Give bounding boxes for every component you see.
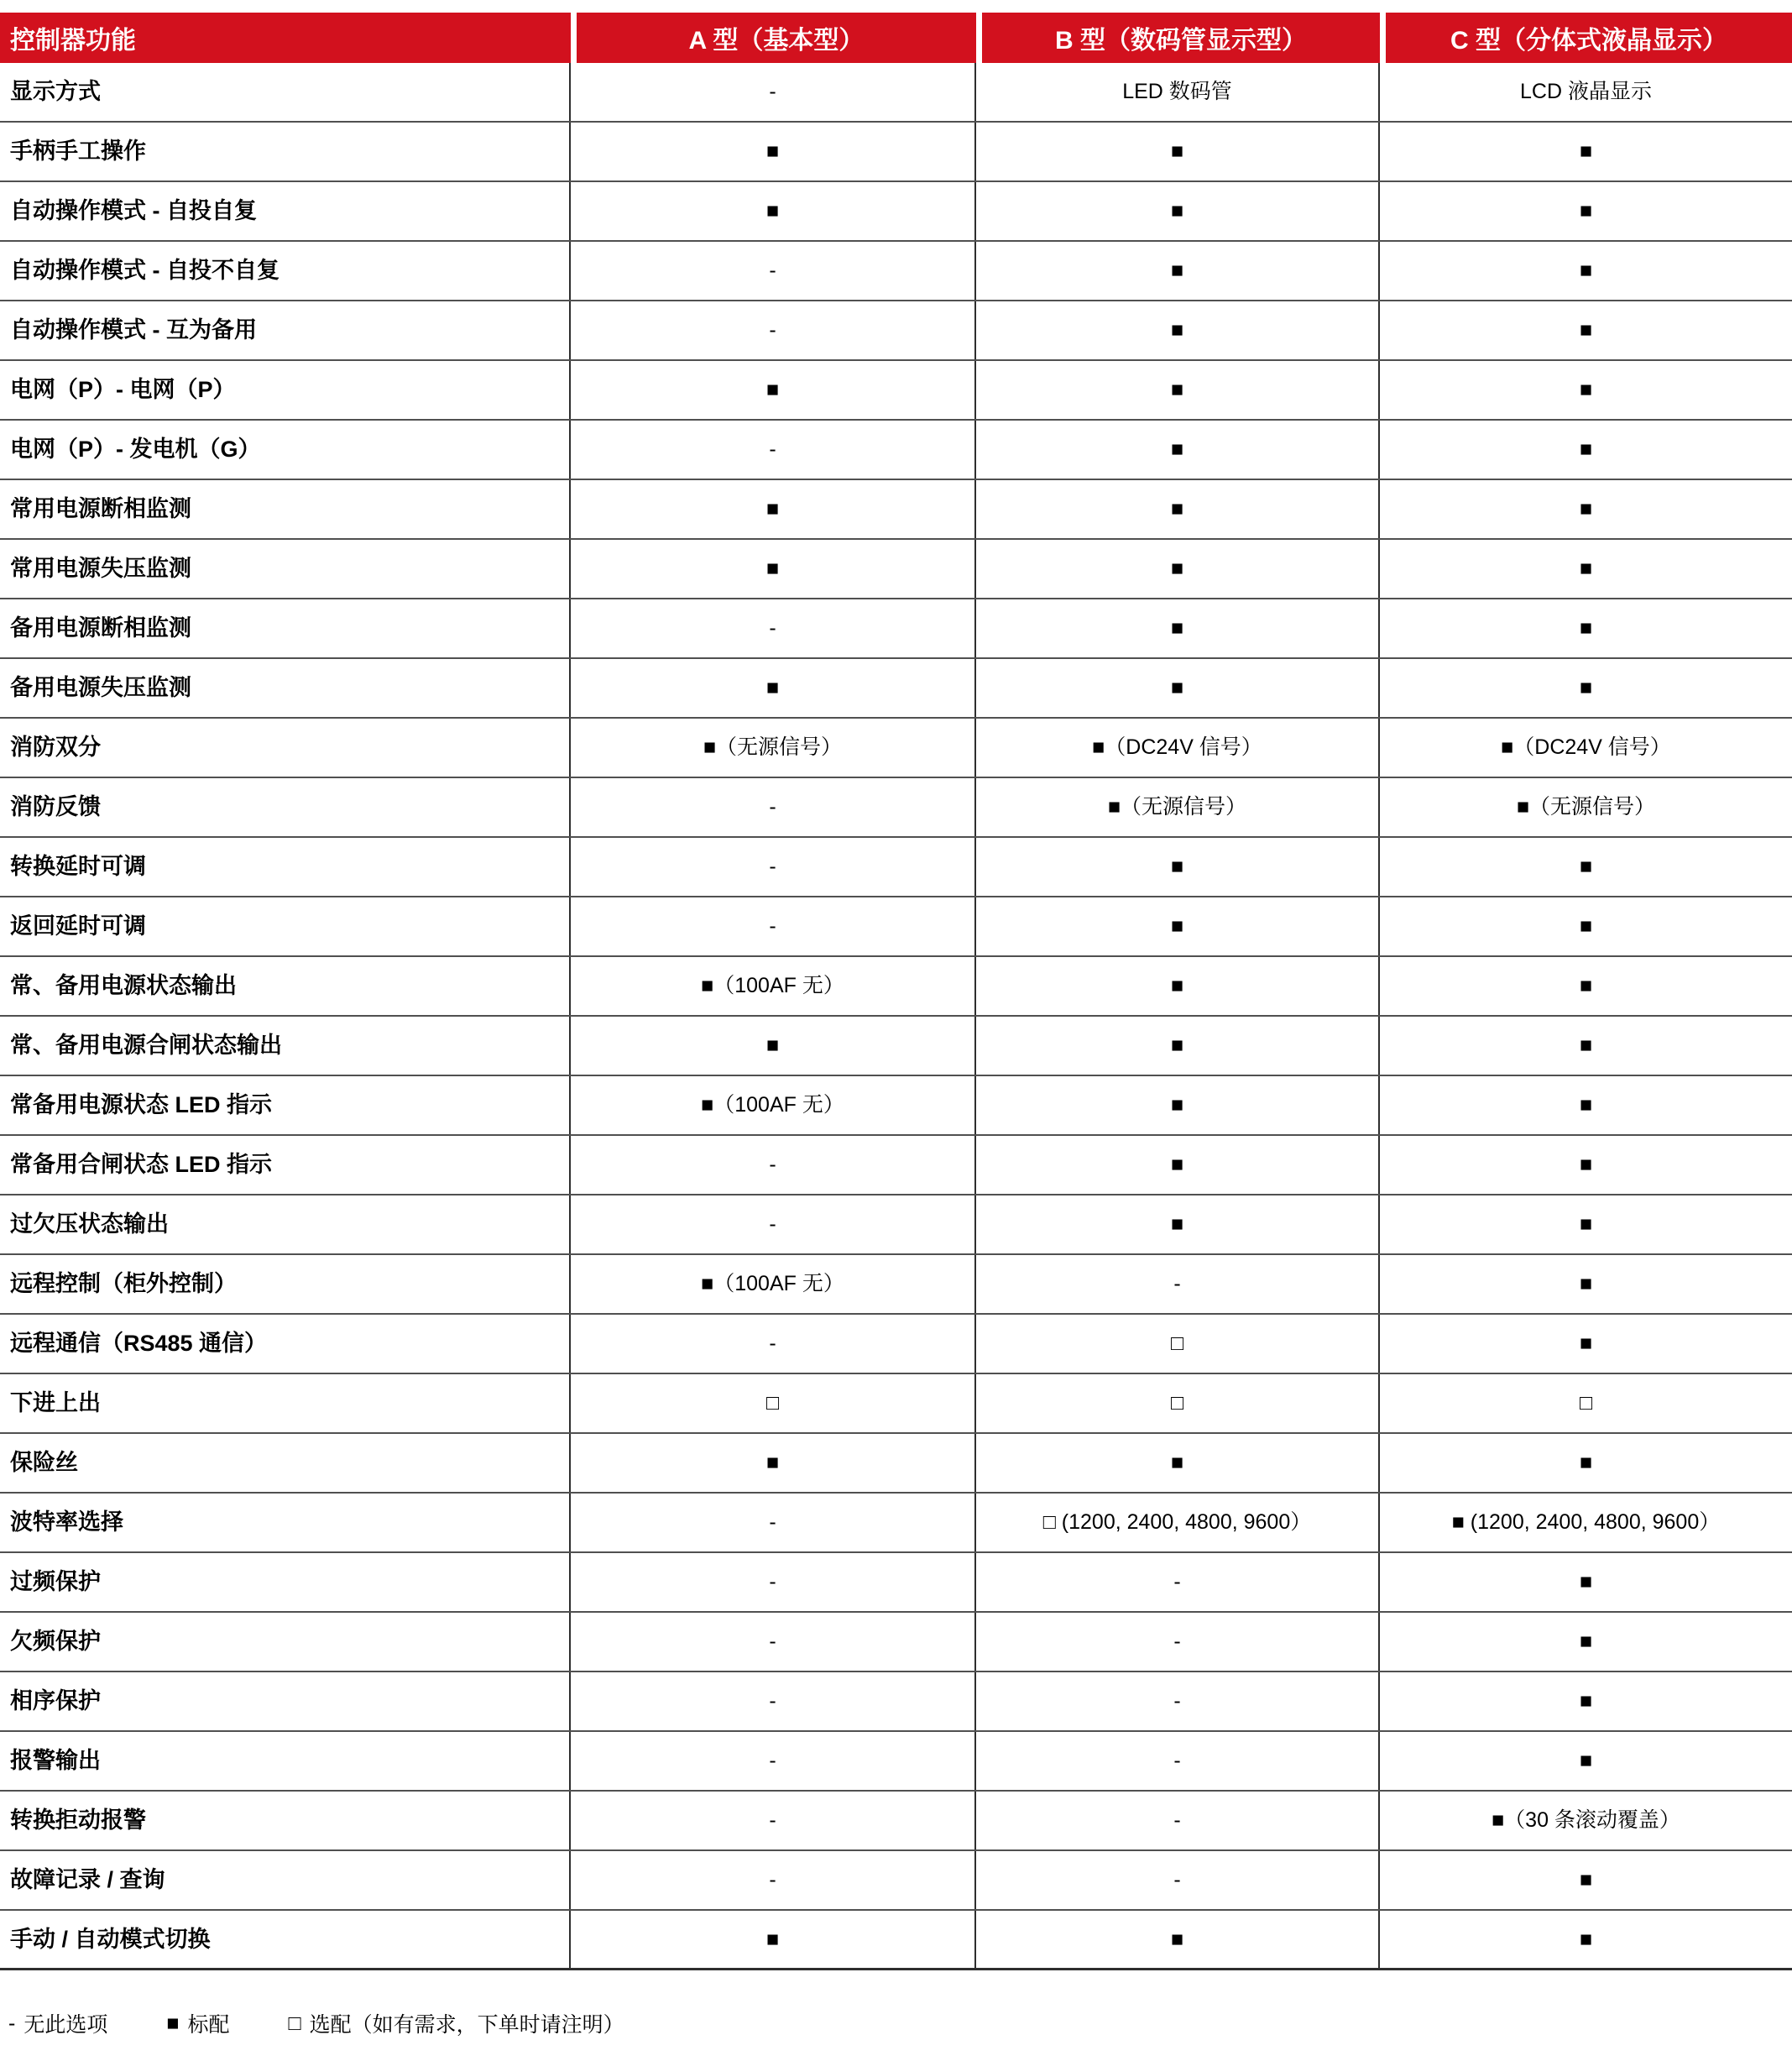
feature-label: 自动操作模式 - 自投自复	[0, 182, 571, 240]
type-a-value: -	[571, 1672, 976, 1730]
type-c-value: ■	[1579, 1868, 1593, 1891]
table-row	[0, 1195, 1792, 1255]
feature-label: 过欠压状态输出	[0, 1195, 571, 1253]
type-b-value: ■	[976, 838, 1380, 896]
table-row	[0, 1732, 1792, 1792]
type-b-value: ■	[976, 599, 1380, 657]
type-c-value: LCD 液晶显示	[1520, 80, 1652, 103]
table-row	[0, 1374, 1792, 1434]
type-c-value: ■	[1579, 1153, 1593, 1176]
type-b-value: ■	[976, 421, 1380, 479]
table-row	[0, 1076, 1792, 1136]
table-row	[0, 599, 1792, 659]
feature-label: 故障记录 / 查询	[0, 1851, 571, 1909]
type-a-value: ■	[571, 540, 976, 598]
type-a-value: -	[571, 1851, 976, 1909]
feature-label: 备用电源断相监测	[0, 599, 571, 657]
table-row	[0, 480, 1792, 540]
type-c-value: ■	[1579, 318, 1593, 342]
feature-label: 转换拒动报警	[0, 1792, 571, 1849]
type-c-value: ■	[1579, 676, 1593, 699]
type-c-value: ■	[1579, 1689, 1593, 1713]
feature-label: 欠频保护	[0, 1613, 571, 1671]
legend-item-standard	[166, 2008, 229, 2038]
table-row	[0, 1017, 1792, 1076]
table-row	[0, 1255, 1792, 1315]
type-c-value: ■	[1579, 497, 1593, 521]
table-row	[0, 1553, 1792, 1613]
type-b-value: -	[976, 1553, 1380, 1611]
type-c-value: ■（DC24V 信号）	[1501, 735, 1671, 759]
header-type-c-column: C 型（分体式液晶显示）	[1380, 13, 1792, 63]
type-a-value: □	[571, 1374, 976, 1432]
table-body	[0, 63, 1792, 1970]
table-row	[0, 63, 1792, 123]
type-b-value: -	[976, 1672, 1380, 1730]
type-b-value: ■	[976, 1076, 1380, 1134]
feature-label: 常备用合闸状态 LED 指示	[0, 1136, 571, 1194]
type-a-value: -	[571, 242, 976, 300]
type-b-value: ■	[976, 659, 1380, 717]
type-a-value: -	[571, 1732, 976, 1790]
type-b-value: -	[976, 1732, 1380, 1790]
type-b-value: -	[976, 1255, 1380, 1313]
feature-label: 转换延时可调	[0, 838, 571, 896]
feature-label: 过频保护	[0, 1553, 571, 1611]
type-a-value: -	[571, 1136, 976, 1194]
legend-item-none	[8, 2008, 107, 2038]
feature-label: 报警输出	[0, 1732, 571, 1790]
type-c-value: ■	[1579, 1272, 1593, 1295]
table-row	[0, 540, 1792, 599]
feature-label: 保险丝	[0, 1434, 571, 1492]
header-type-b-column: B 型（数码管显示型）	[976, 13, 1380, 63]
feature-label: 自动操作模式 - 自投不自复	[0, 242, 571, 300]
type-a-value: ■	[571, 182, 976, 240]
feature-label: 相序保护	[0, 1672, 571, 1730]
feature-label: 常、备用电源合闸状态输出	[0, 1017, 571, 1075]
type-b-value: ■	[976, 480, 1380, 538]
type-c-value: ■	[1579, 199, 1593, 222]
type-c-value: ■	[1579, 855, 1593, 878]
legend-none-label: 无此选项	[24, 2013, 108, 2037]
feature-label: 显示方式	[0, 63, 571, 121]
feature-label: 波特率选择	[0, 1494, 571, 1551]
type-c-value: ■	[1579, 557, 1593, 580]
table-row	[0, 1434, 1792, 1494]
type-c-value: ■	[1579, 378, 1593, 401]
type-a-value: ■（无源信号）	[571, 719, 976, 777]
empty-square-symbol: □	[288, 2011, 301, 2035]
type-a-value: ■	[571, 1434, 976, 1492]
table-row	[0, 242, 1792, 301]
feature-label: 返回延时可调	[0, 897, 571, 955]
table-row	[0, 659, 1792, 719]
type-b-value: -	[976, 1851, 1380, 1909]
type-a-value: -	[571, 1553, 976, 1611]
table-row	[0, 1613, 1792, 1672]
type-a-value: -	[571, 838, 976, 896]
feature-label: 自动操作模式 - 互为备用	[0, 301, 571, 359]
type-a-value: ■	[571, 480, 976, 538]
controller-feature-table	[0, 13, 1792, 1970]
type-c-value: ■	[1579, 616, 1593, 640]
type-a-value: -	[571, 1792, 976, 1849]
type-b-value: LED 数码管	[976, 63, 1380, 121]
type-c-value: ■（30 条滚动覆盖）	[1492, 1808, 1680, 1832]
feature-label: 电网（P）- 电网（P）	[0, 361, 571, 419]
type-c-value: ■	[1579, 974, 1593, 997]
feature-label: 消防双分	[0, 719, 571, 777]
table-row	[0, 1136, 1792, 1195]
type-c-value: □	[1579, 1391, 1593, 1415]
table-row	[0, 1792, 1792, 1851]
type-c-value: ■	[1579, 437, 1593, 461]
type-b-value: ■	[976, 1136, 1380, 1194]
feature-label: 远程控制（柜外控制）	[0, 1255, 571, 1313]
feature-label: 常用电源断相监测	[0, 480, 571, 538]
type-a-value: -	[571, 1315, 976, 1373]
type-b-value: ■	[976, 957, 1380, 1015]
type-c-value: ■	[1579, 914, 1593, 938]
table-row	[0, 719, 1792, 778]
type-a-value: ■（100AF 无）	[571, 1076, 976, 1134]
table-row	[0, 1315, 1792, 1374]
type-b-value: □ (1200, 2400, 4800, 9600）	[976, 1494, 1380, 1551]
type-b-value: □	[976, 1374, 1380, 1432]
type-c-value: ■	[1579, 1570, 1593, 1593]
feature-label: 常用电源失压监测	[0, 540, 571, 598]
type-a-value: ■	[571, 659, 976, 717]
feature-label: 下进上出	[0, 1374, 571, 1432]
type-c-value: ■ (1200, 2400, 4800, 9600）	[1451, 1510, 1721, 1534]
table-row	[0, 1672, 1792, 1732]
feature-label: 常备用电源状态 LED 指示	[0, 1076, 571, 1134]
table-row	[0, 123, 1792, 182]
type-b-value: ■	[976, 1911, 1380, 1968]
table-row	[0, 957, 1792, 1017]
type-c-value: ■	[1579, 1331, 1593, 1355]
feature-label: 常、备用电源状态输出	[0, 957, 571, 1015]
type-b-value: ■	[976, 361, 1380, 419]
header-type-a-column: A 型（基本型）	[571, 13, 976, 63]
table-row	[0, 182, 1792, 242]
type-c-value: ■（无源信号）	[1516, 795, 1656, 819]
feature-label: 电网（P）- 发电机（G）	[0, 421, 571, 479]
type-b-value: -	[976, 1613, 1380, 1671]
dash-symbol: -	[8, 2011, 16, 2035]
type-b-value: ■（DC24V 信号）	[976, 719, 1380, 777]
table-row	[0, 778, 1792, 838]
table-row	[0, 361, 1792, 421]
type-a-value: ■（100AF 无）	[571, 957, 976, 1015]
table-header-row	[0, 13, 1792, 63]
type-c-value: ■	[1579, 1451, 1593, 1474]
type-a-value: -	[571, 778, 976, 836]
type-c-value: ■	[1579, 1749, 1593, 1772]
table-row	[0, 1911, 1792, 1970]
type-a-value: ■（100AF 无）	[571, 1255, 976, 1313]
legend	[8, 2008, 624, 2038]
type-a-value: ■	[571, 1017, 976, 1075]
type-b-value: ■	[976, 123, 1380, 180]
type-a-value: ■	[571, 123, 976, 180]
type-b-value: □	[976, 1315, 1380, 1373]
feature-label: 消防反馈	[0, 778, 571, 836]
type-b-value: ■	[976, 1434, 1380, 1492]
type-b-value: ■	[976, 1017, 1380, 1075]
type-b-value: ■	[976, 897, 1380, 955]
type-c-value: ■	[1579, 1093, 1593, 1117]
legend-item-optional	[288, 2008, 624, 2038]
feature-label: 手柄手工操作	[0, 123, 571, 180]
table-row	[0, 301, 1792, 361]
type-b-value: ■	[976, 540, 1380, 598]
type-a-value: -	[571, 599, 976, 657]
type-b-value: ■（无源信号）	[976, 778, 1380, 836]
type-a-value: -	[571, 1494, 976, 1551]
type-c-value: ■	[1579, 1630, 1593, 1653]
type-a-value: -	[571, 421, 976, 479]
type-a-value: ■	[571, 361, 976, 419]
type-b-value: ■	[976, 182, 1380, 240]
type-a-value: -	[571, 897, 976, 955]
type-b-value: -	[976, 1792, 1380, 1849]
legend-optional-label: 选配（如有需求，下单时请注明）	[309, 2013, 624, 2037]
table-row	[0, 897, 1792, 957]
type-b-value: ■	[976, 1195, 1380, 1253]
type-b-value: ■	[976, 242, 1380, 300]
type-c-value: ■	[1579, 1212, 1593, 1236]
legend-standard-label: 标配	[187, 2013, 230, 2037]
type-b-value: ■	[976, 301, 1380, 359]
type-c-value: ■	[1579, 139, 1593, 163]
type-c-value: ■	[1579, 1033, 1593, 1057]
table-row	[0, 1494, 1792, 1553]
feature-label: 远程通信（RS485 通信）	[0, 1315, 571, 1373]
type-c-value: ■	[1579, 1927, 1593, 1951]
feature-label: 备用电源失压监测	[0, 659, 571, 717]
type-c-value: ■	[1579, 259, 1593, 282]
filled-square-symbol: ■	[166, 2011, 180, 2035]
header-feature-column: 控制器功能	[0, 13, 571, 63]
type-a-value: -	[571, 1195, 976, 1253]
type-a-value: ■	[571, 1911, 976, 1968]
feature-label: 手动 / 自动模式切换	[0, 1911, 571, 1968]
table-row	[0, 838, 1792, 897]
table-row	[0, 1851, 1792, 1911]
type-a-value: -	[571, 1613, 976, 1671]
type-a-value: -	[571, 301, 976, 359]
table-row	[0, 421, 1792, 480]
type-a-value: -	[571, 63, 976, 121]
